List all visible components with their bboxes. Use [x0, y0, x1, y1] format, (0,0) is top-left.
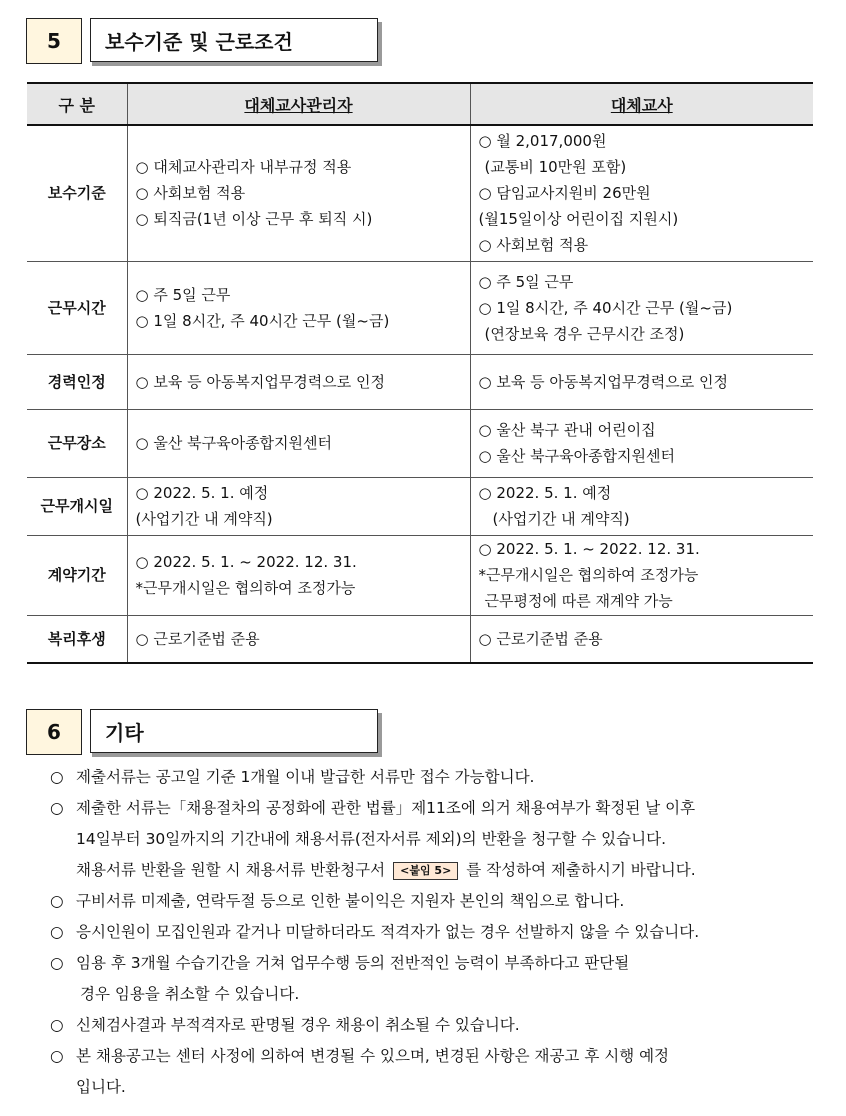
cell-line: ○ 1일 8시간, 주 40시간 근무 (월~금)	[478, 298, 733, 317]
cell-line: ○ 울산 북구육아종합지원센터	[478, 447, 676, 465]
teacher-cell	[470, 535, 813, 615]
notes-list	[50, 762, 830, 1103]
table-row	[27, 409, 813, 477]
cell-line: ○ 주 5일 근무	[478, 272, 574, 291]
manager-cell	[127, 354, 470, 409]
cell-line: ○ 월 2,017,000원	[478, 132, 607, 151]
cell-line: ○ 사회보험 적용	[135, 184, 246, 203]
teacher-cell	[470, 477, 813, 535]
cell-line: 근무평정에 따른 재계약 가능	[484, 592, 673, 610]
table-row	[27, 615, 813, 663]
cell-line: ○ 사회보험 적용	[478, 236, 589, 255]
list-item	[50, 1010, 830, 1041]
row-category: 근무시간	[27, 261, 127, 354]
list-item	[50, 948, 830, 1010]
header-teacher	[470, 83, 813, 125]
cell-line: ○ 보육 등 아동복지업무경력으로 인정	[478, 372, 729, 391]
note-text: 응시인원이 모집인원과 같거나 미달하더라도 적격자가 없는 경우 선발하지 않을 수 있습니다.	[76, 923, 700, 941]
circle-bullet-icon: ○	[50, 892, 64, 910]
manager-cell	[127, 409, 470, 477]
cell-line: (월15일이상 어린이집 지원시)	[478, 210, 679, 229]
note-text: 경우 임용을 취소할 수 있습니다.	[80, 985, 300, 1003]
cell-line: ○ 근로기준법 준용	[478, 629, 603, 648]
cell-line: *근무개시일은 협의하여 조정가능	[478, 566, 699, 584]
row-category: 보수기준	[27, 125, 127, 261]
table-row	[27, 477, 813, 535]
row-category: 근무개시일	[27, 477, 127, 535]
manager-cell	[127, 535, 470, 615]
table-row	[27, 125, 813, 261]
section-title: 보수기준 및 근로조건	[90, 18, 378, 62]
table-row	[27, 261, 813, 354]
header-manager-label: 대체교사관리자	[244, 95, 353, 115]
teacher-cell	[470, 125, 813, 261]
note-text-line	[76, 855, 830, 886]
cell-line: ○ 2022. 5. 1. ~ 2022. 12. 31.	[135, 553, 357, 571]
circle-bullet-icon: ○	[50, 954, 64, 972]
note-text: 신체검사결과 부적격자로 판명될 경우 채용이 취소될 수 있습니다.	[76, 1016, 520, 1034]
teacher-cell	[470, 409, 813, 477]
note-text: 구비서류 미제출, 연락두절 등으로 인한 불이익은 지원자 본인의 책임으로 합니다.	[76, 892, 625, 910]
cell-line: ○ 2022. 5. 1. ~ 2022. 12. 31.	[478, 540, 700, 558]
note-text: 14일부터 30일까지의 기간내에 채용서류(전자서류 제외)의 반환을 청구할 수 있습니다.	[76, 830, 666, 848]
cell-line: ○ 울산 북구육아종합지원센터	[135, 434, 333, 452]
cell-line: (교통비 10만원 포함)	[484, 158, 627, 177]
manager-cell	[127, 125, 470, 261]
row-category: 계약기간	[27, 535, 127, 615]
section-number: 5	[26, 18, 82, 64]
manager-cell	[127, 261, 470, 354]
teacher-cell	[470, 261, 813, 354]
cell-line: ○ 2022. 5. 1. 예정	[478, 484, 612, 502]
list-item	[50, 917, 830, 948]
circle-bullet-icon: ○	[50, 1016, 64, 1034]
note-text: 본 채용공고는 센터 사정에 의하여 변경될 수 있으며, 변경된 사항은 재공고 후 시행 예정	[76, 1047, 670, 1065]
circle-bullet-icon: ○	[50, 768, 64, 786]
manager-cell	[127, 477, 470, 535]
table-row	[27, 535, 813, 615]
list-item	[50, 762, 830, 793]
conditions-table	[27, 82, 813, 664]
note-text: 채용서류 반환을 원할 시 채용서류 반환청구서	[76, 861, 386, 879]
header-manager	[127, 83, 470, 125]
table-row	[27, 354, 813, 409]
row-category: 복리후생	[27, 615, 127, 663]
note-text: 를 작성하여 제출하시기 바랍니다.	[466, 861, 696, 879]
section-title: 기타	[90, 709, 378, 753]
teacher-cell	[470, 615, 813, 663]
note-text: 입니다.	[76, 1078, 126, 1096]
row-category: 근무장소	[27, 409, 127, 477]
cell-line: (사업기간 내 계약직)	[492, 510, 630, 528]
list-item	[50, 1041, 830, 1103]
cell-line: ○ 근로기준법 준용	[135, 629, 260, 648]
note-text: 제출서류는 공고일 기준 1개월 이내 발급한 서류만 접수 가능합니다.	[76, 768, 535, 786]
cell-line: (사업기간 내 계약직)	[135, 510, 273, 528]
cell-line: *근무개시일은 협의하여 조정가능	[135, 579, 356, 597]
cell-line: ○ 1일 8시간, 주 40시간 근무 (월~금)	[135, 311, 390, 330]
cell-line: ○ 보육 등 아동복지업무경력으로 인정	[135, 372, 386, 391]
circle-bullet-icon: ○	[50, 923, 64, 941]
header-category: 구 분	[27, 83, 127, 125]
list-item	[50, 886, 830, 917]
circle-bullet-icon: ○	[50, 799, 64, 817]
list-item	[50, 793, 830, 886]
cell-line: ○ 주 5일 근무	[135, 285, 231, 304]
cell-line: ○ 담임교사지원비 26만원	[478, 184, 651, 203]
note-text: 제출한 서류는「채용절차의 공정화에 관한 법률」제11조에 의거 채용여부가 확정된 날 이후	[76, 799, 696, 817]
note-text: 임용 후 3개월 수습기간을 거쳐 업무수행 등의 전반적인 능력이 부족하다고 판단될	[76, 954, 630, 972]
cell-line: (연장보육 경우 근무시간 조정)	[484, 324, 685, 343]
circle-bullet-icon: ○	[50, 1047, 64, 1065]
manager-cell	[127, 615, 470, 663]
attachment-tag: <붙임 5>	[393, 862, 458, 880]
section-number: 6	[26, 709, 82, 755]
cell-line: ○ 대체교사관리자 내부규정 적용	[135, 158, 352, 177]
header-teacher-label: 대체교사	[610, 95, 673, 115]
cell-line: ○ 울산 북구 관내 어린이집	[478, 421, 656, 439]
teacher-cell	[470, 354, 813, 409]
table-header-row	[27, 83, 813, 125]
cell-line: ○ 퇴직금(1년 이상 근무 후 퇴직 시)	[135, 210, 373, 229]
cell-line: ○ 2022. 5. 1. 예정	[135, 484, 269, 502]
row-category: 경력인정	[27, 354, 127, 409]
